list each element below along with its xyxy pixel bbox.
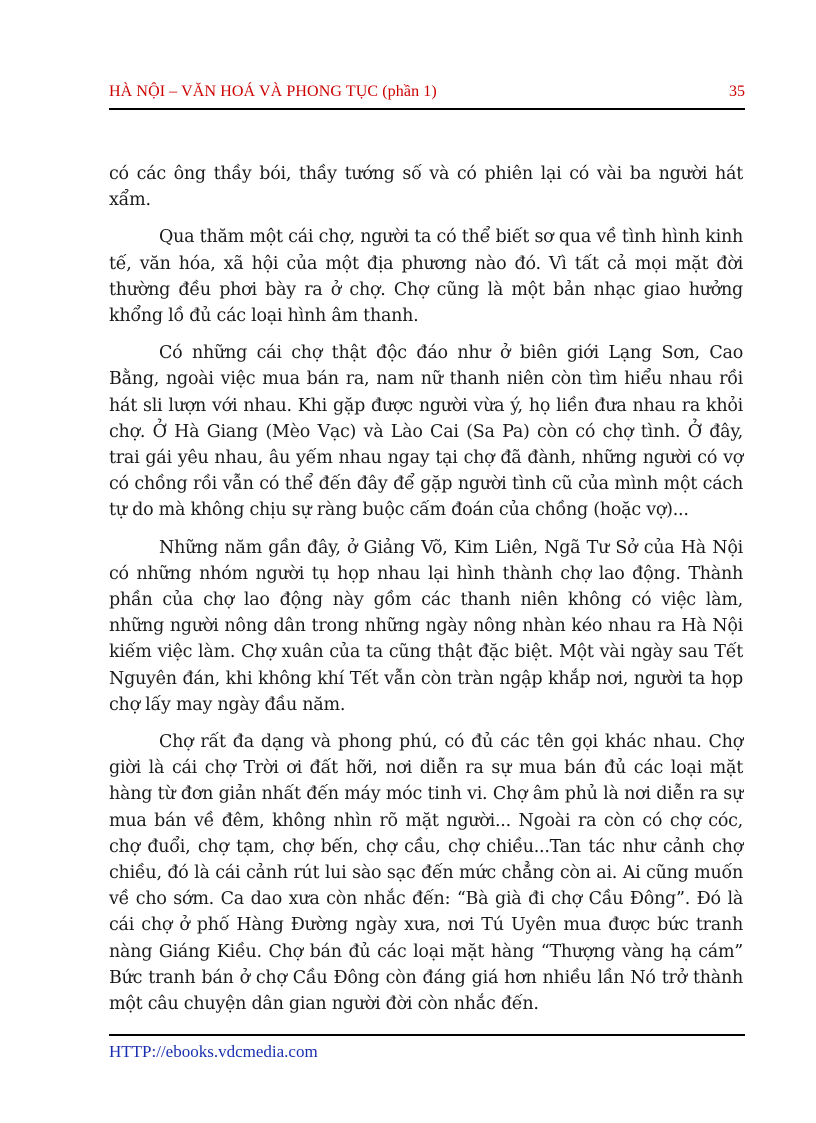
page-footer (109, 1034, 745, 1061)
page-number: 35 (729, 83, 745, 100)
paragraph: Chợ rất đa dạng và phong phú, có đủ các tên gọi khác nhau. Chợ giời là cái chợ Trời ơi đất hỡi, nơi diễn ra sự mua bán đủ các loại mặt hàng từ đơn giản nhất đến máy móc tinh vi. Chợ âm phủ là nơi diễn ra sự mua bán về đêm, không nhìn rõ mặt người... Ngoài ra còn có chợ cóc, chợ đuổi, chợ tạm, chợ bến, chợ cầu, chợ chiều...Tan tác như cảnh chợ chiều, đó là cái cảnh rút lui sào sạc đến mức chẳng còn ai. Ai cũng muốn về cho sớm. Ca dao xưa còn nhắc đến: “Bà già đi chợ Cầu Đông”. Đó là cái chợ ở phố Hàng Đường ngày xưa, nơi Tú Uyên mua được bức tranh nàng Giáng Kiều. Chợ bán đủ các loại mặt hàng “Thượng vàng hạ cám” Bức tranh bán ở chợ Cầu Đông còn đáng giá hơn nhiều lần Nó trở thành một câu chuyện dân gian người đời còn nhắc đến. (109, 732, 743, 1015)
paragraph: Có những cái chợ thật độc đáo như ở biên giới Lạng Sơn, Cao Bằng, ngoài việc mua bán ra, nam nữ thanh niên còn tìm hiểu nhau rồi hát sli lượn với nhau. Khi gặp được người vừa ý, họ liền đưa nhau ra khỏi chợ. Ở Hà Giang (Mèo Vạc) và Lào Cai (Sa Pa) còn có chợ tình. Ở đây, trai gái yêu nhau, âu yếm nhau ngay tại chợ đã đành, những người có vợ có chồng rồi vẫn có thể đến đây để gặp người tình cũ của mình một cách tự do mà không chịu sự ràng buộc cấm đoán của chồng (hoặc vợ)... (109, 343, 743, 521)
footer-website-link[interactable]: HTTP://ebooks.vdcmedia.com (109, 1042, 318, 1061)
paragraph: Qua thăm một cái chợ, người ta có thể biết sơ qua về tình hình kinh tế, văn hóa, xã hội của một địa phương nào đó. Vì tất cả mọi mặt đời thường đều phơi bày ra ở chợ. Chợ cũng là một bản nhạc giao hưởng khổng lồ đủ các loại hình âm thanh. (109, 227, 743, 327)
paragraph-continued: có các ông thầy bói, thầy tướng số và có phiên lại có vài ba người hát xẩm. (109, 164, 743, 211)
page-header (109, 78, 745, 110)
running-title: HÀ NỘI – VĂN HOÁ VÀ PHONG TỤC (phần 1) (109, 83, 437, 100)
page-body (109, 161, 743, 1028)
paragraph: Những năm gần đây, ở Giảng Võ, Kim Liên, Ngã Tư Sở của Hà Nội có những nhóm người tụ họp nhau lại hình thành chợ lao động. Thành phần của chợ lao động này gồm các thanh niên không có việc làm, những người nông dân trong những ngày nông nhàn kéo nhau ra Hà Nội kiếm việc làm. Chợ xuân của ta cũng thật đặc biệt. Một vài ngày sau Tết Nguyên đán, khi không khí Tết vẫn còn tràn ngập khắp nơi, người ta họp chợ lấy may ngày đầu năm. (109, 537, 743, 715)
